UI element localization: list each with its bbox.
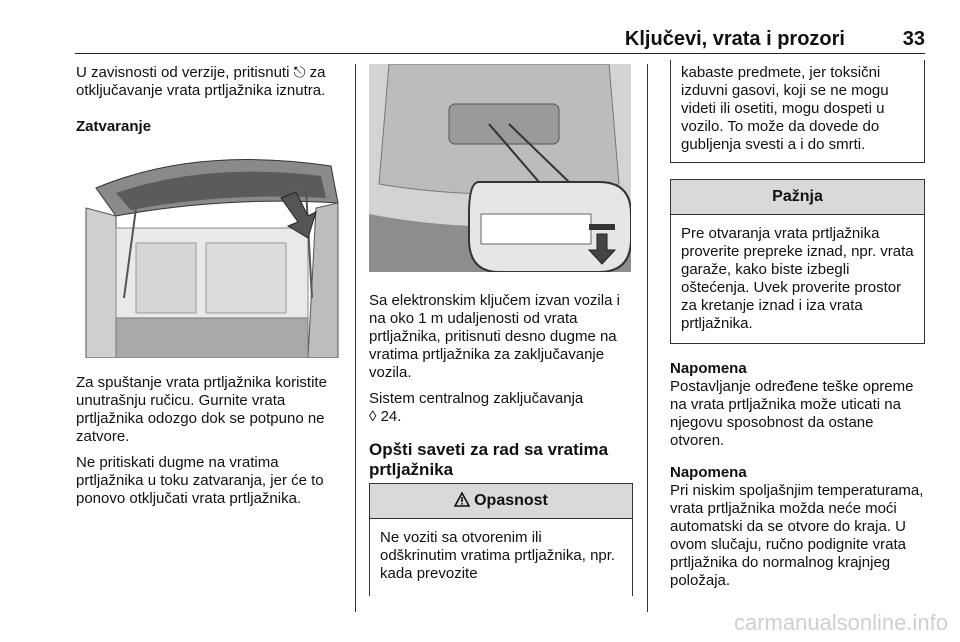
- caution-box: [670, 179, 925, 344]
- danger-title: [370, 484, 632, 519]
- column-left: [76, 64, 348, 516]
- note-2-title: Napomena: [670, 464, 747, 481]
- column-right: [670, 64, 925, 590]
- note-1-title: Napomena: [670, 360, 747, 377]
- general-tips-heading: Opšti saveti za rad sa vratima prtljažnika: [369, 440, 609, 479]
- central-locking-ref: [369, 390, 631, 426]
- tailgate-button-figure: [369, 64, 631, 272]
- page-reference[interactable]: ◊ 24.: [369, 408, 402, 425]
- danger-continuation-box: [670, 60, 925, 163]
- closing-paragraph-2: Ne pritiskati dugme na vratima prtljažnika u toku zatvaranja, jer će to ponovo otključati vrata prtljažnika.: [76, 454, 324, 507]
- section-title: Ključevi, vrata i prozori: [624, 28, 845, 50]
- central-locking-text: Sistem centralnog zaključavanja: [369, 390, 584, 407]
- danger-continuation-text: kabaste predmete, jer toksični izduvni gasovi, koji se ne mogu videti ili osetiti, mogu dospeti u vozilo. To može da dovede do gubljenja svesti a i do smrti.: [681, 64, 889, 153]
- closing-heading: Zatvaranje: [76, 118, 152, 135]
- column-divider-2: [647, 64, 648, 612]
- page-number: 33: [902, 28, 925, 50]
- intro-text: U zavisnosti od verzije, pritisnuti ⎋ za otključavanje vrata prtljažnika iznutra.: [76, 64, 326, 99]
- danger-text: Ne voziti sa otvorenim ili odškrinutim vratima prtljažnika, npr. kada prevozite: [380, 529, 616, 582]
- danger-title-text: Opasnost: [474, 492, 548, 509]
- caution-text: Pre otvaranja vrata prtljažnika proverite prepreke iznad, npr. vrata garaže, kako biste izbegli oštećenja. Uvek proverite prostor za kretanje iznad i iza vrata prtljažnika.: [681, 225, 914, 332]
- column-middle: [369, 64, 631, 492]
- page-header: [75, 22, 925, 52]
- watermark: carmanualsonline.info: [733, 610, 948, 635]
- closing-paragraph-1: Za spuštanje vrata prtljažnika koristite unutrašnju ručicu. Gurnite vrata prtljažnika odozgo dok se potpuno ne zatvore.: [76, 374, 327, 445]
- note-1-text: Postavljanje određene teške opreme na vrata prtljažnika može uticati na njegovu sposobnost da ostane otvoren.: [670, 378, 914, 449]
- lock-paragraph: Sa elektronskim ključem izvan vozila i na oko 1 m udaljenosti od vrata prtljažnika, pritisnuti desno dugme na vratima prtljažnika za zaključavanje vozila.: [369, 292, 620, 381]
- danger-box: [369, 483, 633, 596]
- column-divider-1: [355, 64, 356, 612]
- note-2-text: Pri niskim spoljašnjim temperaturama, vrata prtljažnika možda neće moći automatski da se otvore do kraja. U ovom slučaju, ručno podignite vrata prtljažnika do normalnog krajnjeg položaja.: [670, 482, 924, 589]
- header-rule: [75, 53, 925, 54]
- caution-title: Pažnja: [671, 180, 924, 215]
- warning-icon: [454, 492, 470, 507]
- tailgate-interior-figure: [76, 148, 348, 358]
